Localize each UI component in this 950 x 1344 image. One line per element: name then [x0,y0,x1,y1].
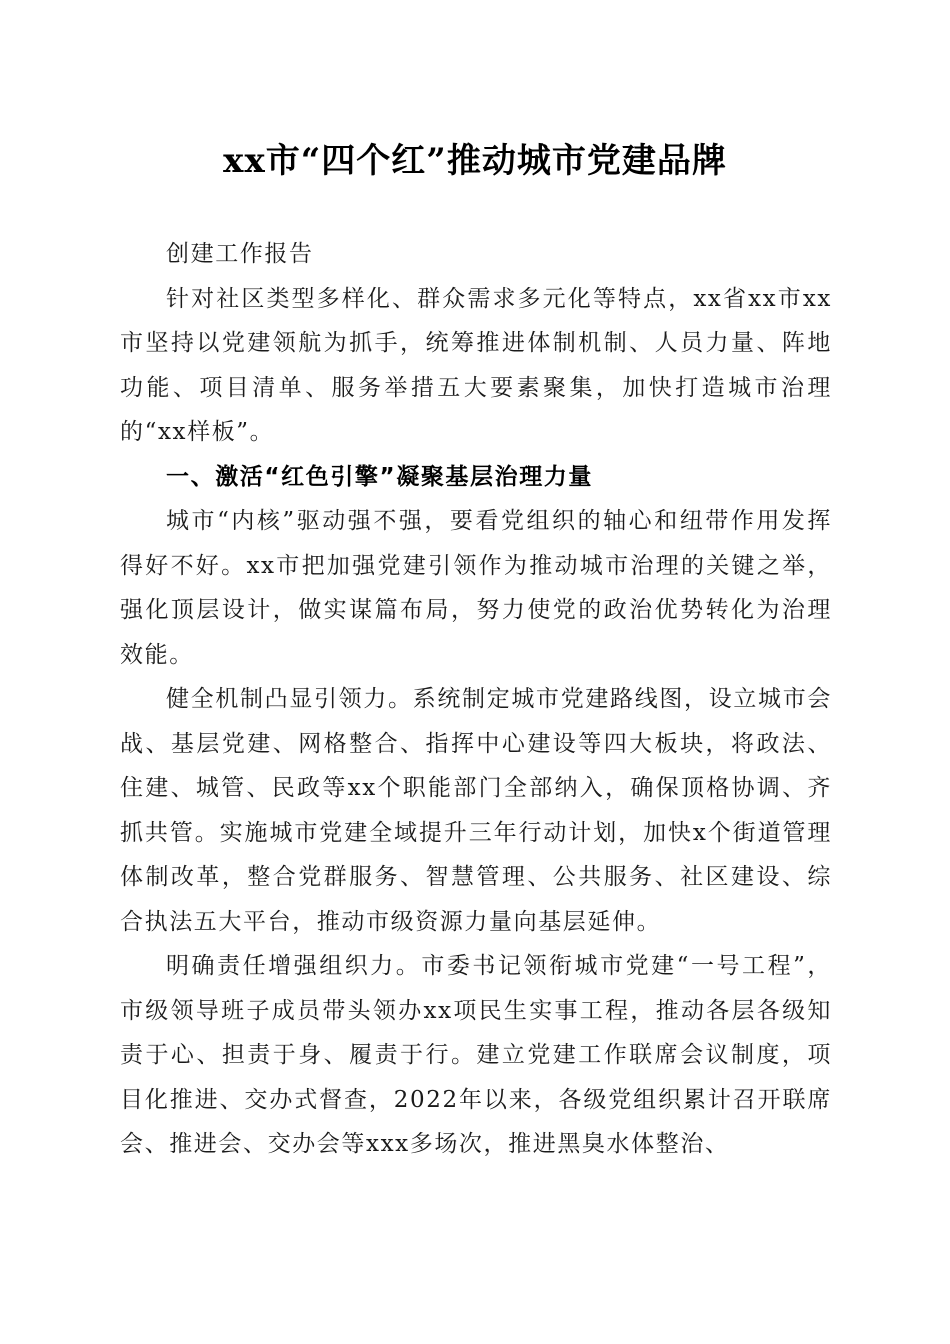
paragraph-section-1-intro: 城市“内核”驱动强不强，要看党组织的轴心和纽带作用发挥得好不好。xx市把加强党建引领作为推动城市治理的关键之举，强化顶层设计，做实谋篇布局，努力使党的政治优势转化为治理效能。 [120,508,832,668]
paragraph-intro: 针对社区类型多样化、群众需求多元化等特点，xx省xx市xx市坚持以党建领航为抓手，统筹推进体制机制、人员力量、阵地功能、项目清单、服务举措五大要素聚集，加快打造城市治理的“xx样板”。 [120,285,832,445]
section-heading-1: 一、激活“红色引擎”凝聚基层治理力量 [166,463,594,490]
document-title: xx市“四个红”推动城市党建品牌 [223,141,727,181]
paragraph-responsibility: 明确责任增强组织力。市委书记领衔城市党建“一号工程”，市级领导班子成员带头领办xx项民生实事工程，推动各层各级知责于心、担责于身、履责于行。建立党建工作联席会议制度，项目化推进、交办式督查，2022年以来，各级党组织累计召开联席会、推进会、交办会等xxx多场次，推进黑臭水体整治、 [120,953,832,1157]
paragraph-report-label: 创建工作报告 [166,241,314,267]
paragraph-mechanism: 健全机制凸显引领力。系统制定城市党建路线图，设立城市会战、基层党建、网格整合、指挥中心建设等四大板块，将政法、住建、城管、民政等xx个职能部门全部纳入，确保顶格协调、齐抓共管。实施城市党建全域提升三年行动计划，加快x个街道管理体制改革，整合党群服务、智慧管理、公共服务、社区建设、综合执法五大平台，推动市级资源力量向基层延伸。 [120,686,832,935]
document-body [120,232,832,1167]
